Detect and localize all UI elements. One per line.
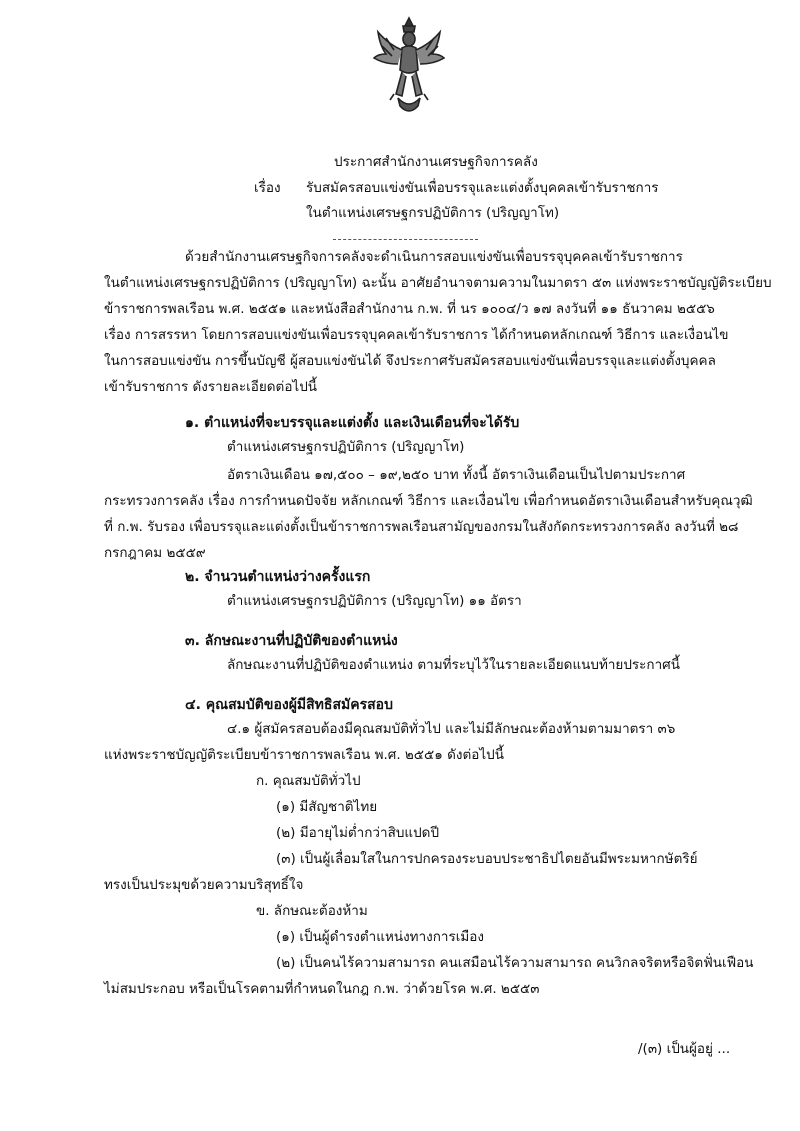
section-1-position: ตำแหน่งเศรษฐกรปฏิบัติการ (ปริญญาโท) xyxy=(227,439,465,455)
intro-line-5: ในการสอบแข่งขัน การขึ้นบัญชี ผู้สอบแข่งขันได้ จึงประกาศรับสมัครสอบแข่งขันเพื่อบรรจุและแต่งตั้งบุคคล xyxy=(104,353,716,369)
section-1-salary-line-4: กรกฎาคม ๒๕๕๙ xyxy=(104,545,206,561)
section-2-heading: ๒. จำนวนตำแหน่งว่างครั้งแรก xyxy=(185,569,371,585)
general-qualifications-label: ก. คุณสมบัติทั่วไป xyxy=(256,773,361,789)
prohibition-1: (๑) เป็นผู้ดำรงตำแหน่งทางการเมือง xyxy=(276,929,484,945)
section-1-salary-line-1: อัตราเงินเดือน ๑๗,๕๐๐ – ๑๙,๒๕๐ บาท ทั้งนี้ อัตราเงินเดือนเป็นไปตามประกาศ xyxy=(227,467,686,483)
section-3-heading: ๓. ลักษณะงานที่ปฏิบัติของตำแหน่ง xyxy=(185,633,398,649)
section-4-heading: ๔. คุณสมบัติของผู้มีสิทธิสมัครสอบ xyxy=(185,697,393,713)
prohibitions-label: ข. ลักษณะต้องห้าม xyxy=(256,903,368,919)
continuation-note: /(๓) เป็นผู้อยู่ ... xyxy=(638,1041,731,1057)
subject-line-1: รับสมัครสอบแข่งขันเพื่อบรรจุและแต่งตั้งบุคคลเข้ารับราชการ xyxy=(306,180,659,196)
section-1-heading: ๑. ตำแหน่งที่จะบรรจุและแต่งตั้ง และเงินเดือนที่จะได้รับ xyxy=(185,415,520,431)
section-1-salary-line-2: กระทรวงการคลัง เรื่อง การกำหนดปัจจัย หลักเกณฑ์ วิธีการ และเงื่อนไข เพื่อกำหนดอัตราเงินเดือนสำหรับคุณวุฒิ xyxy=(104,493,753,509)
notice-title: ประกาศสำนักงานเศรษฐกิจการคลัง xyxy=(334,154,538,170)
intro-line-2: ในตำแหน่งเศรษฐกรปฏิบัติการ (ปริญญาโท) ฉะนั้น อาศัยอำนาจตามความในมาตรา ๕๓ แห่งพระราชบัญญัติระเบียบ xyxy=(104,275,772,291)
section-4-1-line-1: ๔.๑ ผู้สมัครสอบต้องมีคุณสมบัติทั่วไป และไม่มีลักษณะต้องห้ามตามมาตรา ๓๖ xyxy=(227,721,676,737)
intro-line-6: เข้ารับราชการ ดังรายละเอียดต่อไปนี้ xyxy=(104,379,318,395)
garuda-emblem-icon xyxy=(372,14,446,118)
intro-line-4: เรื่อง การสรรหา โดยการสอบแข่งขันเพื่อบรรจุบุคคลเข้ารับราชการ ได้กำหนดหลักเกณฑ์ วิธีการ และเงื่อนไข xyxy=(104,327,729,343)
section-2-text: ตำแหน่งเศรษฐกรปฏิบัติการ (ปริญญาโท) ๑๑ อัตรา xyxy=(227,593,522,609)
qualification-3-line-2: ทรงเป็นประมุขด้วยความบริสุทธิ์ใจ xyxy=(104,877,304,893)
intro-line-3: ข้าราชการพลเรือน พ.ศ. ๒๕๕๑ และหนังสือสำนักงาน ก.พ. ที่ นร ๑๐๐๔/ว ๑๗ ลงวันที่ ๑๑ ธันวาคม ๒๕๕๖ xyxy=(104,301,715,317)
qualification-2: (๒) มีอายุไม่ต่ำกว่าสิบแปดปี xyxy=(276,825,440,841)
prohibition-2-line-2: ไม่สมประกอบ หรือเป็นโรคตามที่กำหนดในกฎ ก.พ. ว่าด้วยโรค พ.ศ. ๒๕๕๓ xyxy=(104,981,540,997)
intro-line-1: ด้วยสำนักงานเศรษฐกิจการคลังจะดำเนินการสอบแข่งขันเพื่อบรรจุบุคคลเข้ารับราชการ xyxy=(185,249,683,265)
section-4-1-line-2: แห่งพระราชบัญญัติระเบียบข้าราชการพลเรือน พ.ศ. ๒๕๕๑ ดังต่อไปนี้ xyxy=(104,747,504,763)
subject-label: เรื่อง xyxy=(254,180,281,196)
section-1-salary-line-3: ที่ ก.พ. รับรอง เพื่อบรรจุและแต่งตั้งเป็นข้าราชการพลเรือนสามัญของกรมในสังกัดกระทรวงการคลัง ลงวันที่ ๒๘ xyxy=(104,519,739,535)
section-3-text: ลักษณะงานที่ปฏิบัติของตำแหน่ง ตามที่ระบุไว้ในรายละเอียดแนบท้ายประกาศนี้ xyxy=(227,657,680,673)
prohibition-2-line-1: (๒) เป็นคนไร้ความสามารถ คนเสมือนไร้ความสามารถ คนวิกลจริตหรือจิตฟั่นเฟือน xyxy=(276,955,754,971)
qualification-3-line-1: (๓) เป็นผู้เลื่อมใสในการปกครองระบอบประชาธิปไตยอันมีพระมหากษัตริย์ xyxy=(276,851,698,867)
qualification-1: (๑) มีสัญชาติไทย xyxy=(276,799,378,815)
subject-line-2: ในตำแหน่งเศรษฐกรปฏิบัติการ (ปริญญาโท) xyxy=(306,205,560,221)
header-divider xyxy=(333,239,478,240)
